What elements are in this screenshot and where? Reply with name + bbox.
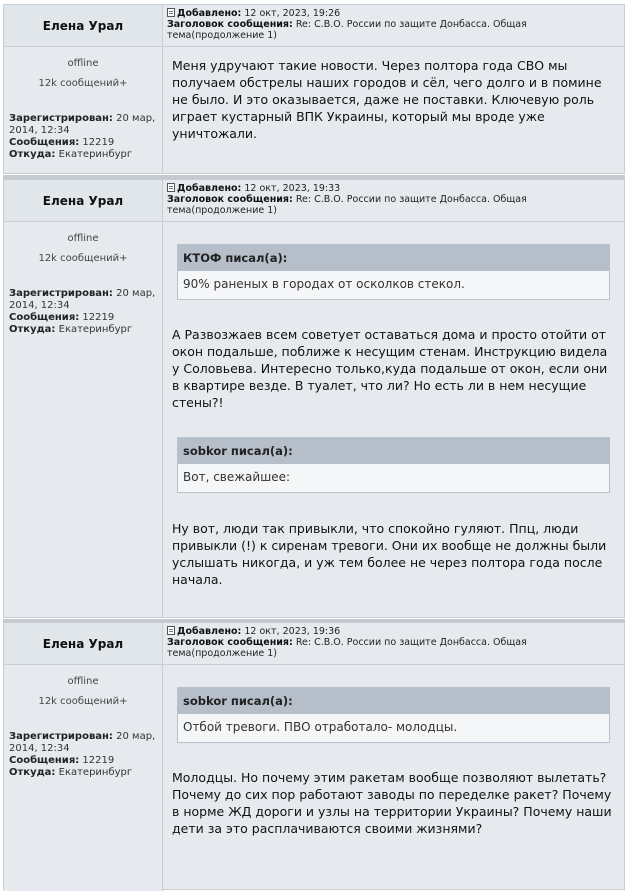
post-subject: Re: С.В.О. России по защите Донбасса. Общая тема(продолжение 1): [167, 194, 527, 216]
author-name[interactable]: Елена Урал: [42, 636, 124, 651]
author-name[interactable]: Елена Урал: [42, 193, 124, 208]
post-link-icon[interactable]: [167, 8, 175, 17]
post-body: [4, 47, 624, 173]
profile-info: [9, 288, 157, 336]
registered-value: 20 мар, 2014, 12:34: [9, 113, 156, 136]
subject-label: Заголовок сообщения:: [167, 19, 293, 30]
author-cell: [4, 180, 163, 221]
profile-info: [9, 113, 157, 161]
message-count-badge: 12k сообщений+: [38, 253, 128, 264]
message-content: [163, 47, 624, 173]
registered-label: Зарегистрирован:: [9, 731, 113, 742]
post-date: 12 окт, 2023, 19:26: [244, 8, 341, 19]
post-subject: Re: С.В.О. России по защите Донбасса. Общая тема(продолжение 1): [167, 637, 527, 659]
message-content: [163, 222, 624, 617]
post-date: 12 окт, 2023, 19:33: [244, 183, 341, 194]
from-value: Екатеринбург: [58, 767, 133, 778]
profile-cell: [4, 222, 163, 617]
registered-label: Зарегистрирован:: [9, 288, 113, 299]
registered-value: 20 мар, 2014, 12:34: [9, 731, 156, 754]
post-body: [4, 222, 624, 617]
online-status: offline: [67, 676, 99, 687]
added-label: Добавлено:: [177, 626, 242, 637]
message-text: А Развозжаев всем советует оставаться дома и просто отойти от окон подальше, поближе к несущим стенам. Инструкцию видела у Соловьева. Интересно только,куда подальше от окон, если они в квартире везде. В туалет, что ли? Но есть ли в нем несущие стены?!: [172, 327, 608, 410]
messages-label: Сообщения:: [9, 755, 80, 766]
quote-text: Вот, свежайшее:: [178, 464, 609, 492]
post-subject: Re: С.В.О. России по защите Донбасса. Общая тема(продолжение 1): [167, 19, 527, 41]
post-1: [3, 4, 625, 174]
post-body: [4, 665, 624, 891]
quote-author: sobkor писал(а):: [178, 688, 609, 714]
quote-text: 90% раненых в городах от осколков стекол.: [178, 271, 609, 299]
quote-text: Отбой тревоги. ПВО отработало- молодцы.: [178, 714, 609, 742]
message-count-badge: 12k сообщений+: [38, 696, 128, 707]
post-date: 12 окт, 2023, 19:36: [244, 626, 341, 637]
message-text: Меня удручают такие новости. Через полтора года СВО мы получаем обстрелы наших городов и сёл, чего долго и в помине не было. И это оказывается, даже не поставки. Ключевую роль играет кустарный ВПК Украины, который мы вроде уже уничтожали.: [172, 58, 602, 141]
subject-label: Заголовок сообщения:: [167, 194, 293, 205]
from-value: Екатеринбург: [58, 149, 133, 160]
post-2: [3, 179, 625, 618]
message-text: Молодцы. Но почему этим ракетам вообще позволяют вылетать? Почему до сих пор работают заводы по переделке ракет? Почему в норме ЖД дороги и узлы на территории Украины? Почему наши дети за это расплачиваются своими жизнями?: [172, 770, 612, 836]
message-count-badge: 12k сообщений+: [38, 78, 128, 89]
from-label: Откуда:: [9, 149, 56, 160]
quote-block: [177, 437, 610, 493]
messages-label: Сообщения:: [9, 312, 80, 323]
profile-info: [9, 731, 157, 779]
post-meta: [163, 180, 624, 221]
post-link-icon[interactable]: [167, 626, 175, 635]
post-3: [3, 622, 625, 890]
from-label: Откуда:: [9, 324, 56, 335]
added-label: Добавлено:: [177, 8, 242, 19]
post-link-icon[interactable]: [167, 183, 175, 192]
quote-author: sobkor писал(а):: [178, 438, 609, 464]
quote-author: КТОФ писал(а):: [178, 245, 609, 271]
messages-value: 12219: [82, 755, 115, 766]
online-status: offline: [67, 58, 99, 69]
subject-label: Заголовок сообщения:: [167, 637, 293, 648]
message-text: Ну вот, люди так привыкли, что спокойно гуляют. Ппц, люди привыкли (!) к сиренам тревоги. Они их вообще не должны были услышать никогда, и уж тем более не через полтора года после начала.: [172, 521, 607, 587]
post-header: [4, 623, 624, 665]
registered-label: Зарегистрирован:: [9, 113, 113, 124]
quote-block: [177, 244, 610, 300]
messages-value: 12219: [82, 137, 115, 148]
quote-block: [177, 687, 610, 743]
author-name[interactable]: Елена Урал: [42, 18, 124, 33]
online-status: offline: [67, 233, 99, 244]
registered-value: 20 мар, 2014, 12:34: [9, 288, 156, 311]
post-header: [4, 5, 624, 47]
messages-label: Сообщения:: [9, 137, 80, 148]
message-content: [163, 665, 624, 891]
post-meta: [163, 5, 624, 46]
author-cell: [4, 5, 163, 46]
added-label: Добавлено:: [177, 183, 242, 194]
from-value: Екатеринбург: [58, 324, 133, 335]
messages-value: 12219: [82, 312, 115, 323]
profile-cell: [4, 665, 163, 891]
post-header: [4, 180, 624, 222]
profile-cell: [4, 47, 163, 173]
from-label: Откуда:: [9, 767, 56, 778]
post-meta: [163, 623, 624, 664]
author-cell: [4, 623, 163, 664]
